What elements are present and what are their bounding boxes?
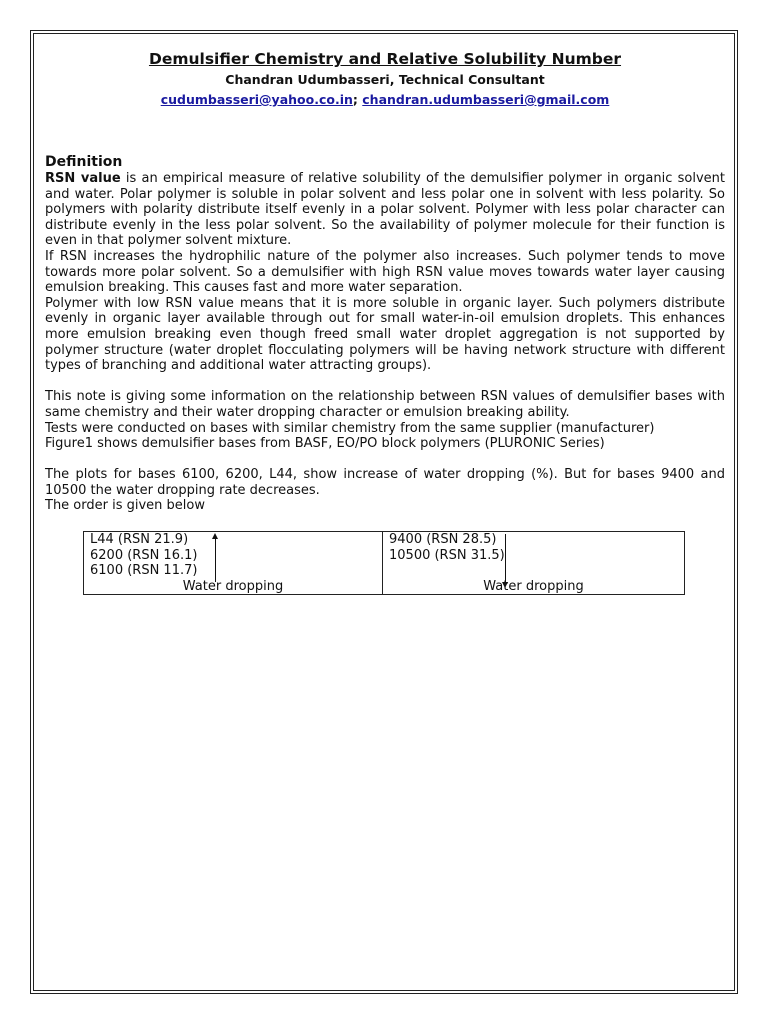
- document-body: [45, 154, 725, 595]
- order-table: [83, 531, 685, 595]
- table-row: 6200 (RSN 16.1): [90, 547, 198, 563]
- plots-paragraph-2: The order is given below: [45, 498, 205, 514]
- document-header: [45, 48, 725, 110]
- email-link-gmail[interactable]: chandran.udumbasseri@gmail.com: [362, 92, 610, 107]
- note-paragraph-1: This note is giving some information on the relationship between RSN values of demulsifier bases with same chemistry and their water dropping character or emulsion breaking ability.: [45, 389, 725, 420]
- author-line: Chandran Udumbasseri, Technical Consultant: [225, 72, 545, 87]
- definition-paragraph-2: If RSN increases the hydrophilic nature of the polymer also increases. Such polymer tends to move towards more polar solvent. So a demulsifier with high RSN value moves towards water layer causing emulsion breaking. This causes fast and more water separation.: [45, 248, 725, 296]
- email-separator: ;: [352, 92, 358, 107]
- table-row: 10500 (RSN 31.5): [389, 547, 505, 563]
- water-dropping-caption: Water dropping: [483, 578, 584, 594]
- definition-paragraph-1-text: is an empirical measure of relative solubility of the demulsifier polymer in organic solvent and water. Polar polymer is soluble in polar solvent and less polar one in solvent with less polarity. So polymers with polarity distribute itself evenly in a polar solvent. Polymer with less polar character can distribute evenly in the less polar solvent. So the availability of polymer molecule for their function is even in that polymer solvent mixture.: [45, 171, 725, 249]
- definition-paragraph-1: [45, 171, 725, 249]
- order-table-left-column: [84, 532, 383, 594]
- plots-paragraph-1: The plots for bases 6100, 6200, L44, show increase of water dropping (%). But for bases 9400 and 10500 the water dropping rate decreases.: [45, 467, 725, 498]
- arrow-down-icon: [505, 534, 506, 586]
- table-row: 9400 (RSN 28.5): [389, 532, 497, 548]
- rsn-term: RSN value: [45, 171, 121, 186]
- arrow-up-icon: [215, 535, 216, 582]
- table-row: 6100 (RSN 11.7): [90, 563, 198, 579]
- note-paragraph-2: Tests were conducted on bases with similar chemistry from the same supplier (manufacturer): [45, 420, 655, 436]
- order-table-right-column: [383, 532, 684, 594]
- document-content: [45, 48, 725, 595]
- document-title: Demulsifier Chemistry and Relative Solubility Number: [148, 50, 622, 68]
- note-paragraph-3: Figure1 shows demulsifier bases from BASF, EO/PO block polymers (PLURONIC Series): [45, 436, 605, 452]
- email-link-yahoo[interactable]: cudumbasseri@yahoo.co.in: [160, 92, 353, 107]
- paragraph-gap: [45, 452, 725, 468]
- definition-heading: Definition: [45, 154, 123, 170]
- table-row-empty: [389, 563, 678, 579]
- email-line: [45, 90, 725, 110]
- table-row: L44 (RSN 21.9): [90, 532, 189, 548]
- definition-paragraph-3: Polymer with low RSN value means that it is more soluble in organic layer. Such polymers distribute evenly in organic layer available through out for small water-in-oil emulsion droplets. This enhances more emulsion breaking even though freed small water droplet aggregation is not supported by polymer structure (water droplet flocculating polymers will be having network structure with different types of branching and additional water attracting groups).: [45, 295, 725, 374]
- paragraph-gap: [45, 374, 725, 390]
- water-dropping-caption: Water dropping: [182, 578, 284, 594]
